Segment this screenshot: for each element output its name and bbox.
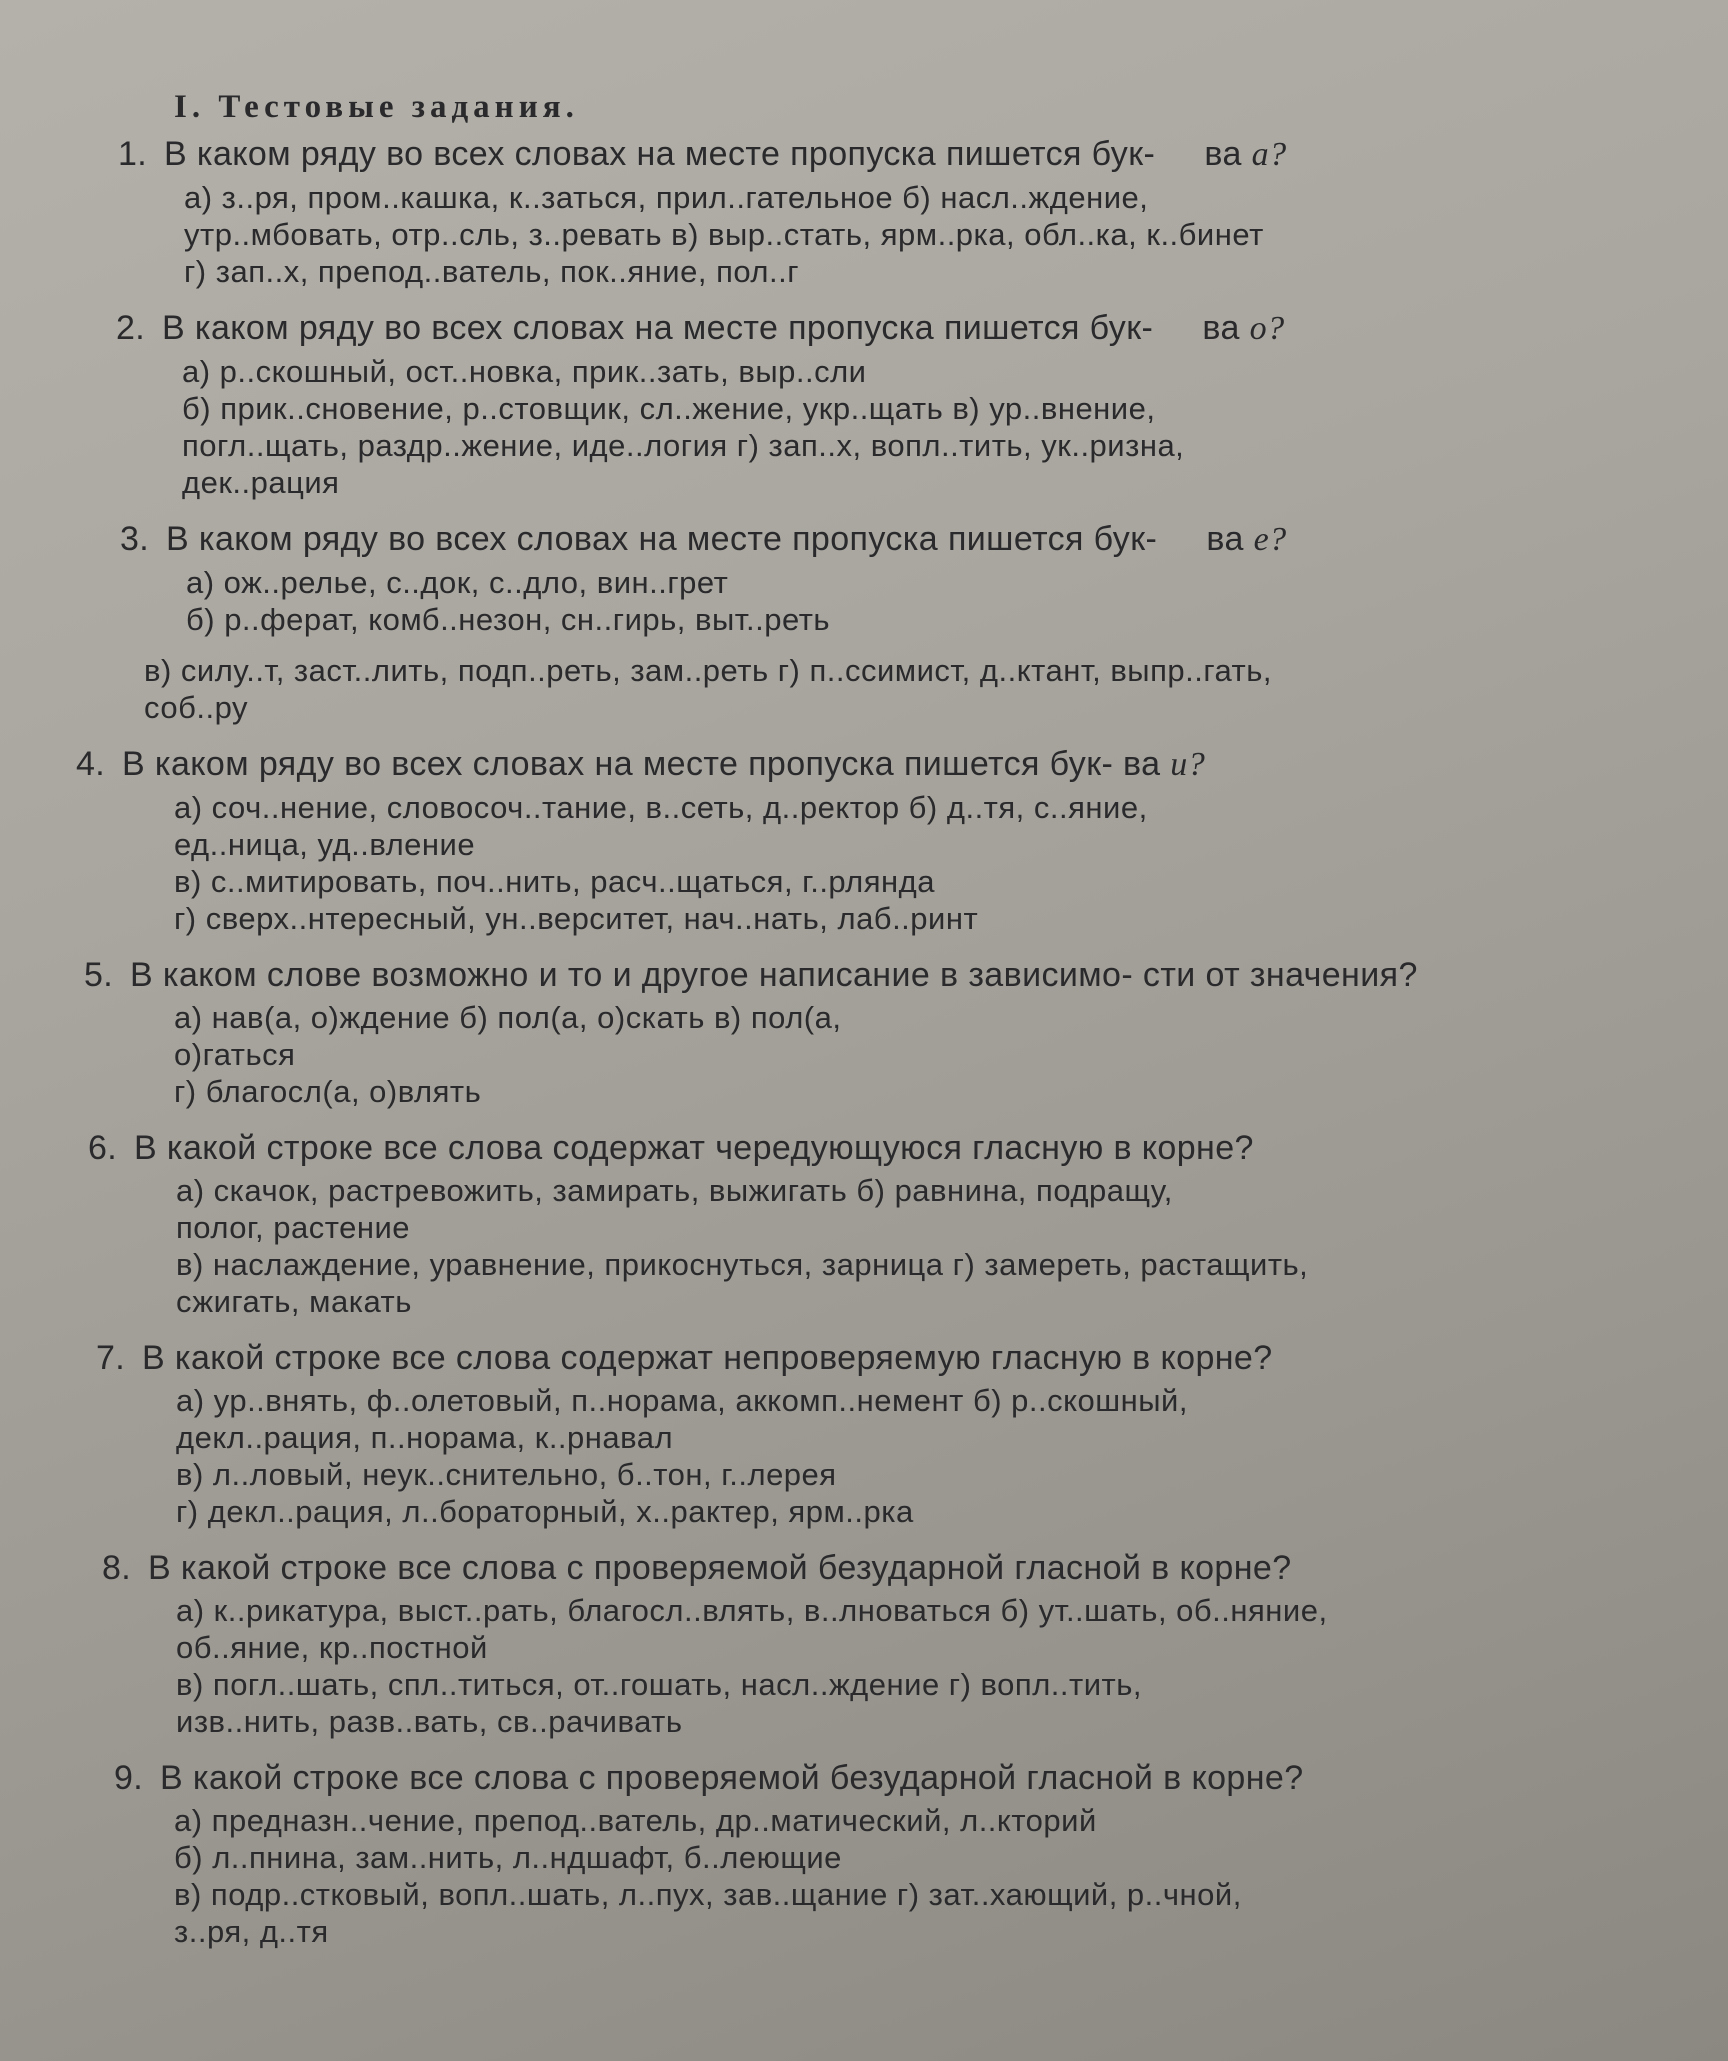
question-7: [96, 1338, 1668, 1530]
answer-line: утр..мбовать, отр..сль, з..ревать в) выр..стать, ярм..рка, обл..ка, к..бинет: [184, 217, 1264, 252]
target-letter: а?: [1251, 136, 1287, 173]
answer-line: г) благосл(а, о)влять: [174, 1074, 482, 1109]
answer-options: [102, 1592, 1668, 1740]
question-stem: [96, 1338, 1668, 1378]
question-text: В какой строке все слова с проверяемой безударной гласной в корне?: [148, 1549, 1292, 1587]
answer-line: б) л..пнина, зам..нить, л..ндшафт, б..леющие: [174, 1840, 842, 1875]
question-text-tail: ва: [1202, 309, 1240, 347]
answer-line: б) прик..сновение, р..стовщик, сл..жение, укр..щать в) ур..внение,: [182, 391, 1156, 426]
question-9: [114, 1758, 1668, 1950]
answer-line: б) р..ферат, комб..незон, сн..гирь, выт..реть: [186, 602, 831, 637]
question-1: [118, 134, 1668, 290]
question-text-tail: ва: [1206, 520, 1244, 558]
answer-line: а) к..рикатура, выст..рать, благосл..влять, в..лноваться б) ут..шать, об..няние,: [176, 1593, 1328, 1628]
answer-line: а) ур..внять, ф..олетовый, п..норама, аккомп..немент б) р..скошный,: [176, 1383, 1188, 1418]
question-text: В каком ряду во всех словах на месте пропуска пишется бук-: [166, 520, 1158, 558]
question-text: В каком слове возможно и то и другое написание в зависимо- сти от значения?: [130, 956, 1418, 994]
answer-line: ед..ница, уд..вление: [174, 827, 476, 862]
question-stem: [116, 308, 1668, 349]
question-stem: [114, 1758, 1668, 1798]
answer-line: а) ож..релье, с..док, с..дло, вин..грет: [186, 565, 729, 600]
answer-line: а) скачок, растревожить, замирать, выжигать б) равнина, подращу,: [176, 1173, 1173, 1208]
answer-line: а) предназн..чение, препод..ватель, др..матический, л..кторий: [174, 1803, 1097, 1838]
answer-line: в) л..ловый, неук..снительно, б..тон, г..лерея: [176, 1457, 837, 1492]
answer-line: о)гаться: [174, 1037, 296, 1072]
answer-line: в) наслаждение, уравнение, прикоснуться, зарница г) замереть, растащить,: [176, 1247, 1309, 1282]
question-8: [102, 1548, 1668, 1740]
question-stem: [120, 519, 1668, 560]
question-text: В какой строке все слова содержат чередующуюся гласную в корне?: [134, 1129, 1254, 1167]
answer-options-continued: [120, 652, 1668, 726]
answer-line: полог, растение: [176, 1210, 411, 1245]
answer-line: сжигать, макать: [176, 1284, 412, 1319]
question-stem: [118, 134, 1668, 175]
answer-options: [116, 353, 1668, 501]
answer-line: в) силу..т, заст..лить, подп..реть, зам..реть г) п..ссимист, д..ктант, выпр..гать,: [144, 653, 1272, 688]
question-text-tail: ва: [1204, 135, 1242, 173]
answer-line: об..яние, кр..постной: [176, 1630, 488, 1665]
answer-line: г) сверх..нтересный, ун..верситет, нач..нать, лаб..ринт: [174, 901, 979, 936]
question-text: В каком ряду во всех словах на месте пропуска пишется бук-: [164, 135, 1156, 173]
question-number: 5.: [84, 956, 114, 994]
answer-options: [88, 1172, 1668, 1320]
target-letter: о?: [1249, 310, 1285, 347]
question-number: 3.: [120, 520, 150, 558]
answer-line: г) декл..рация, л..бораторный, х..рактер, ярм..рка: [176, 1494, 914, 1529]
question-number: 9.: [114, 1759, 144, 1797]
answer-line: декл..рация, п..норама, к..рнавал: [176, 1420, 674, 1455]
answer-line: а) нав(а, о)ждение б) пол(а, о)скать в) пол(а,: [174, 1000, 842, 1035]
question-2: [116, 308, 1668, 501]
question-number: 1.: [118, 135, 148, 173]
answer-line: г) зап..х, препод..ватель, пок..яние, пол..г: [184, 254, 800, 289]
answer-options: [118, 179, 1668, 290]
target-letter: е?: [1253, 521, 1287, 558]
answer-line: а) з..ря, пром..кашка, к..заться, прил..гательное б) насл..ждение,: [184, 180, 1149, 215]
answer-line: а) соч..нение, словосоч..тание, в..сеть, д..ректор б) д..тя, с..яние,: [174, 790, 1148, 825]
question-text: В какой строке все слова с проверяемой безударной гласной в корне?: [160, 1759, 1304, 1797]
question-5: [84, 955, 1668, 1110]
answer-line: дек..рация: [182, 465, 340, 500]
answer-options: [84, 999, 1668, 1110]
question-number: 8.: [102, 1549, 132, 1587]
question-stem: [102, 1548, 1668, 1588]
question-number: 4.: [76, 745, 106, 783]
answer-line: в) погл..шать, спл..титься, от..гошать, насл..ждение г) вопл..тить,: [176, 1667, 1142, 1702]
question-4: [76, 744, 1668, 937]
answer-line: изв..нить, разв..вать, св..рачивать: [176, 1704, 683, 1739]
question-number: 7.: [96, 1339, 126, 1377]
question-3: [120, 519, 1668, 726]
answer-line: в) подр..стковый, вопл..шать, л..пух, зав..щание г) зат..хающий, р..чной,: [174, 1877, 1242, 1912]
answer-options: [114, 1802, 1668, 1950]
answer-line: в) с..митировать, поч..нить, расч..щаться, г..рлянда: [174, 864, 935, 899]
question-stem: [88, 1128, 1668, 1168]
section-title: I. Тестовые задания.: [174, 89, 579, 125]
question-number: 2.: [116, 309, 146, 347]
question-6: [88, 1128, 1668, 1320]
target-letter: и?: [1170, 746, 1206, 783]
answer-line: погл..щать, раздр..жение, иде..логия г) зап..х, вопл..тить, ук..ризна,: [182, 428, 1185, 463]
question-text: В каком ряду во всех словах на месте пропуска пишется бук-: [162, 309, 1154, 347]
answer-options: [120, 564, 1668, 638]
question-stem: [76, 744, 1668, 785]
answer-line: з..ря, д..тя: [174, 1914, 329, 1949]
answer-options: [96, 1382, 1668, 1530]
question-text: В какой строке все слова содержат непроверяемую гласную в корне?: [142, 1339, 1273, 1377]
answer-line: соб..ру: [144, 690, 248, 725]
question-stem: [84, 955, 1668, 995]
answer-line: а) р..скошный, ост..новка, прик..зать, выр..сли: [182, 354, 867, 389]
answer-options: [76, 789, 1668, 937]
question-number: 6.: [88, 1129, 118, 1167]
question-text: В каком ряду во всех словах на месте пропуска пишется бук- ва: [122, 745, 1161, 783]
